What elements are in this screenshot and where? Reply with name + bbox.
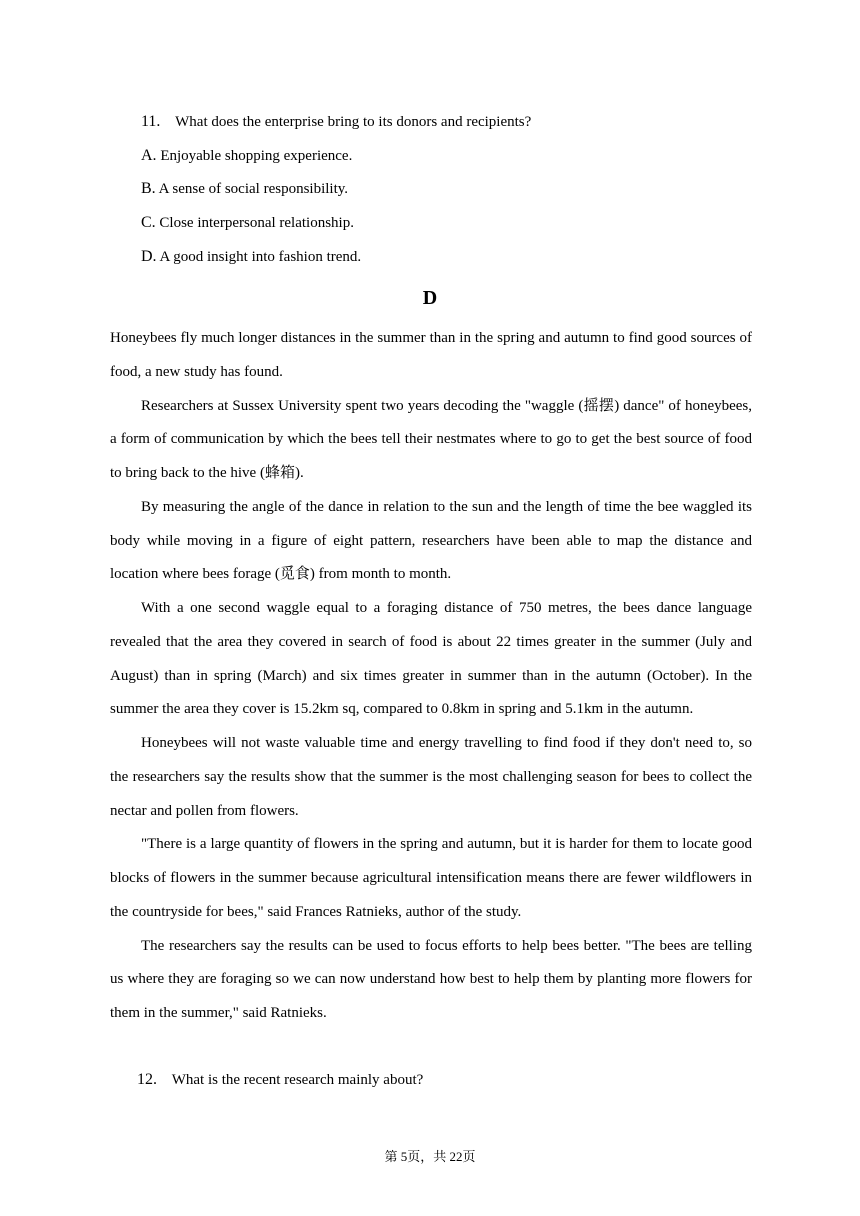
option-b (141, 179, 348, 199)
option-a (141, 146, 352, 166)
passage-paragraph: The researchers say the results can be used to focus efforts to help bees better. "The bees are telling us where they are foraging so we can now understand how best to help them by planting more flowers for them in the summer," said Ratnieks. (110, 937, 752, 1021)
question-number: 11. (141, 113, 161, 130)
question-12 (137, 1070, 423, 1090)
passage-paragraph: Honeybees will not waste valuable time and energy travelling to find food if they don't need to, so the researchers say the results show that the summer is the most challenging season for bees to collect the nectar and pollen from flowers. (110, 735, 752, 819)
option-text: A good insight into fashion trend. (159, 249, 362, 265)
option-text: Enjoyable shopping experience. (160, 148, 353, 164)
section-title: D (422, 287, 438, 309)
passage-paragraph: Researchers at Sussex University spent two years decoding the "waggle (摇摆) dance" of honeybees, a form of communication by which the bees tell their nestmates where to go to get the best source of food to bring back to the hive (蜂箱). (110, 397, 752, 481)
question-text: What is the recent research mainly about? (171, 1072, 424, 1088)
option-letter: D. (141, 248, 157, 265)
option-letter: B. (141, 180, 156, 197)
option-c (141, 213, 354, 233)
passage-paragraph: With a one second waggle equal to a foraging distance of 750 metres, the bees dance language revealed that the area they covered in search of food is about 22 times greater in the summer (July and August) than in spring (March) and six times greater in summer than in the autumn (October). In the summer the area they cover is 15.2km sq, compared to 0.8km in spring and 5.1km in the autumn. (110, 600, 752, 718)
question-number: 12. (137, 1071, 157, 1088)
option-d (141, 247, 361, 267)
option-text: A sense of social responsibility. (158, 181, 349, 197)
question-11 (141, 112, 531, 132)
page-footer: 第 5页，共 22页 (384, 1149, 476, 1164)
passage-paragraph: "There is a large quantity of flowers in the spring and autumn, but it is harder for them to locate good blocks of flowers in the summer because agricultural intensification means there are fewer wildflowers in the countryside for bees," said Frances Ratnieks, author of the study. (110, 836, 752, 920)
passage-paragraph: By measuring the angle of the dance in relation to the sun and the length of time the bee waggled its body while moving in a figure of eight pattern, researchers have been able to map the distance and location where bees forage (觅食) from month to month. (110, 498, 752, 583)
reading-passage (110, 322, 752, 1031)
option-letter: A. (141, 147, 157, 164)
question-text: What does the enterprise bring to its donors and recipients? (175, 114, 532, 130)
option-text: Close interpersonal relationship. (159, 215, 354, 231)
option-letter: C. (141, 214, 156, 231)
passage-paragraph: Honeybees fly much longer distances in the summer than in the spring and autumn to find good sources of food, a new study has found. (110, 330, 752, 380)
